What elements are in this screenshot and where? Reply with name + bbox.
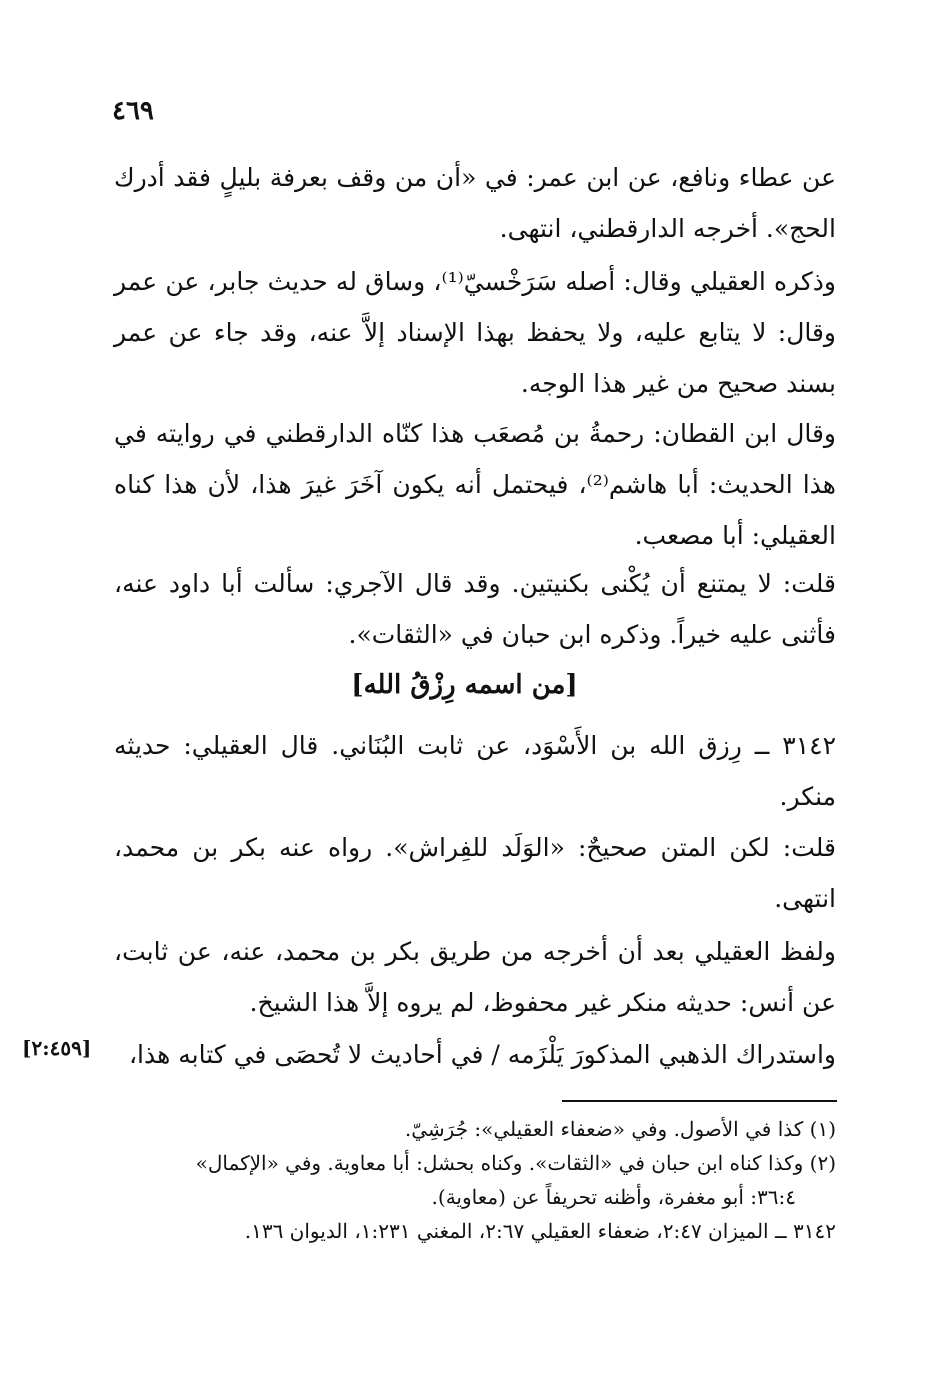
- footnote-1: (١) كذا في الأصول. وفي «ضعفاء العقيلي»: جُرَشِيّ.: [404, 1117, 836, 1141]
- paragraph-3: وقال ابن القطان: رحمةُ بن مُصعَب هذا كنّاه الدارقطني في روايته في هذا الحديث: أبا هاشم⁽²⁾، فيحتمل أنه يكون آخَرَ غيرَ هذا، لأن هذا كناه العقيلي: أبا مصعب.: [114, 419, 836, 550]
- section-heading: [من اسمه رِزْقُ الله]: [351, 670, 578, 700]
- footnote-sources: ٣١٤٢ ــ الميزان ٢:٤٧، ضعفاء العقيلي ٢:٦٧، المغني ١:٢٣١، الديوان ١٣٦.: [244, 1219, 836, 1243]
- footnote-2: (٢) وكذا كناه ابن حبان في «الثقات». وكناه بحشل: أبا معاوية. وفي «الإكمال»: [195, 1151, 836, 1175]
- footnotes: [114, 1112, 836, 1248]
- paragraph-1: عن عطاء ونافع، عن ابن عمر: في «أن من وقف بعرفة بليلٍ فقد أدرك الحج». أخرجه الدارقطني، انتهى.: [114, 163, 836, 243]
- entry-paragraph-3: ولفظ العقيلي بعد أن أخرجه من طريق بكر بن محمد، عنه، عن ثابت، عن أنس: حديثه منكر غير محفوظ، لم يروه إلاَّ هذا الشيخ.: [114, 937, 836, 1017]
- footnote-divider: [562, 1100, 837, 1102]
- margin-reference: [٢:٤٥٩]: [22, 1036, 92, 1060]
- footnote-2-continuation: ٣٦:٤: أبو مغفرة، وأظنه تحريفاً عن (معاوية).: [431, 1185, 796, 1209]
- entry-paragraph-2: قلت: لكن المتن صحيحٌ: «الوَلَد للفِراش». رواه عنه بكر بن محمد، انتهى.: [114, 833, 836, 913]
- paragraph-2: وذكره العقيلي وقال: أصله سَرَخْسيّ⁽¹⁾، وساق له حديث جابر، عن عمر وقال: لا يتابع عليه، ولا يحفظ بهذا الإسناد إلاَّ عنه، وقد جاء عن عمر بسند صحيح من غير هذا الوجه.: [114, 267, 836, 398]
- paragraph-4: قلت: لا يمتنع أن يُكْنى بكنيتين. وقد قال الآجري: سألت أبا داود عنه، فأثنى عليه خيراً. وذكره ابن حبان في «الثقات».: [114, 569, 836, 649]
- entry-paragraph-1: ٣١٤٢ ــ رِزق الله بن الأَسْوَد، عن ثابت البُنَاني. قال العقيلي: حديثه منكر.: [114, 731, 836, 811]
- entry-paragraph-4: واستدراك الذهبي المذكورَ يَلْزَمه / في أحاديث لا تُحصَى في كتابه هذا،: [128, 1040, 836, 1069]
- page-number: ٤٦٩: [112, 96, 154, 126]
